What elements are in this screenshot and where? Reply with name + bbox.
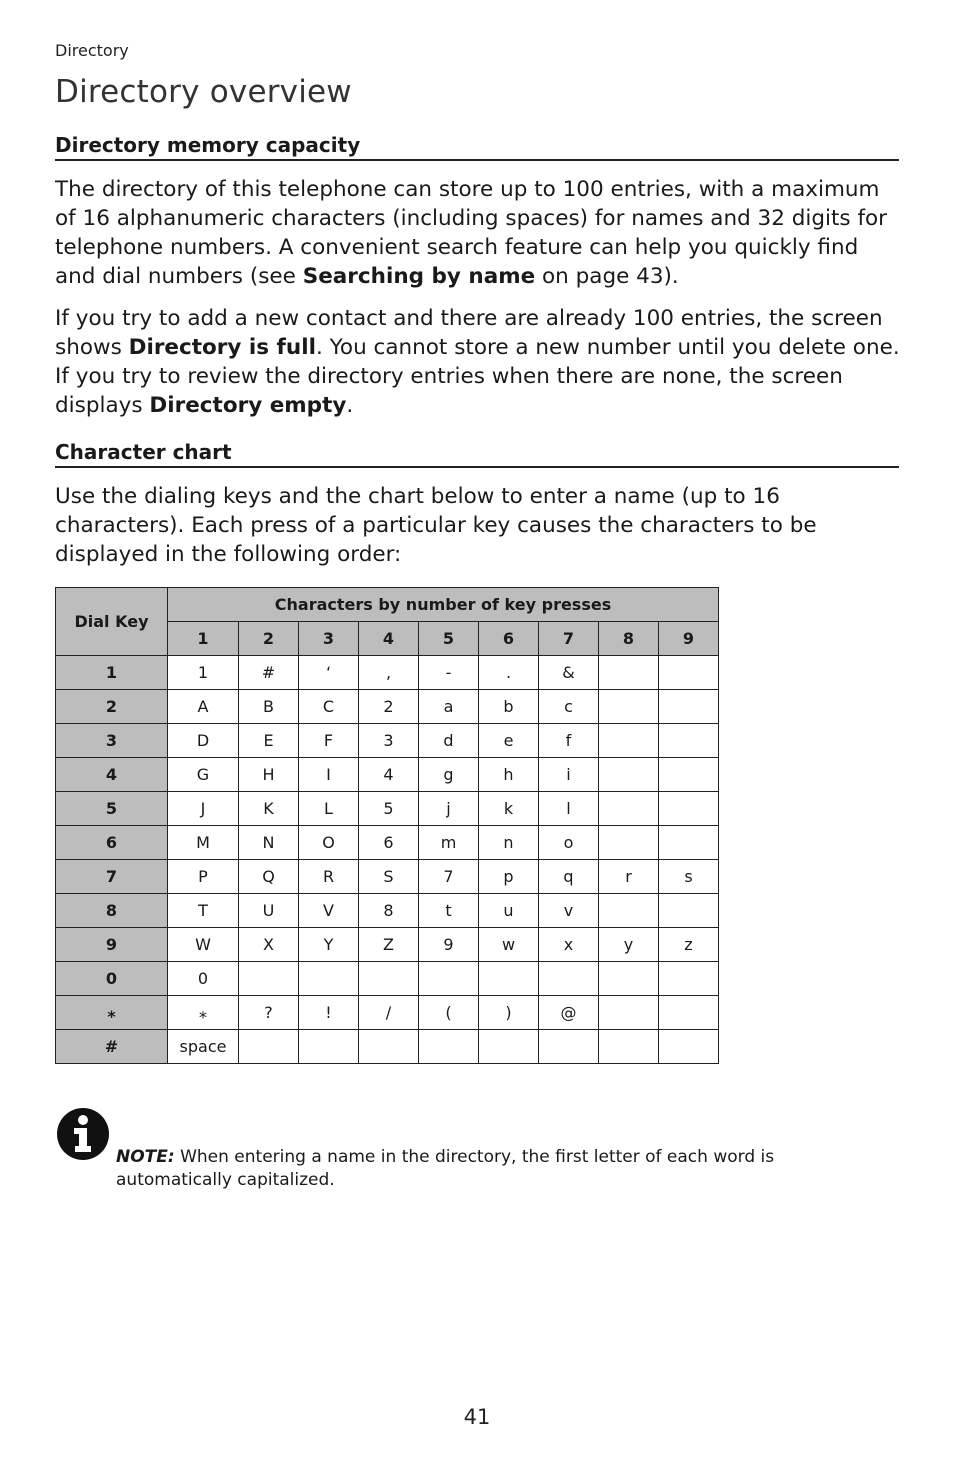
character-cell: p: [479, 860, 539, 894]
press-count-header: 6: [479, 622, 539, 656]
text-run: If you try to add a new contact and there are already 100 entries, the screen shows: [55, 306, 883, 360]
character-cell: V: [299, 894, 359, 928]
character-cell: [659, 758, 719, 792]
table-row: [56, 724, 719, 758]
table-row: [56, 928, 719, 962]
character-cell: [479, 1030, 539, 1064]
character-cell: D: [168, 724, 239, 758]
press-count-header: 7: [539, 622, 599, 656]
character-chart-table: [55, 587, 719, 1064]
dial-key-cell: 5: [56, 792, 168, 826]
dial-key-cell: 8: [56, 894, 168, 928]
character-cell: [659, 1030, 719, 1064]
memory-paragraph-2: [55, 304, 903, 420]
character-cell: [419, 962, 479, 996]
character-cell: m: [419, 826, 479, 860]
note-label: NOTE:: [116, 1147, 175, 1167]
character-cell: #: [239, 656, 299, 690]
table-row: [56, 758, 719, 792]
character-cell: [299, 1030, 359, 1064]
section-label: Directory: [55, 41, 129, 60]
character-cell: b: [479, 690, 539, 724]
dial-key-cell: 1: [56, 656, 168, 690]
table-row: [56, 690, 719, 724]
character-cell: u: [479, 894, 539, 928]
character-cell: R: [299, 860, 359, 894]
character-cell: ‘: [299, 656, 359, 690]
press-count-header: 5: [419, 622, 479, 656]
character-cell: J: [168, 792, 239, 826]
character-cell: [539, 962, 599, 996]
character-cell: .: [479, 656, 539, 690]
table-row: [56, 860, 719, 894]
character-cell: [599, 962, 659, 996]
character-cell: ,: [359, 656, 419, 690]
character-cell: [599, 894, 659, 928]
character-cell: g: [419, 758, 479, 792]
character-cell: [599, 792, 659, 826]
character-cell: [599, 656, 659, 690]
character-cell: G: [168, 758, 239, 792]
character-cell: [359, 1030, 419, 1064]
character-cell: ?: [239, 996, 299, 1030]
press-count-header: 1: [168, 622, 239, 656]
character-cell: 2: [359, 690, 419, 724]
character-cell: 9: [419, 928, 479, 962]
character-cell: [659, 724, 719, 758]
character-cell: f: [539, 724, 599, 758]
character-cell: [419, 1030, 479, 1064]
character-cell: [359, 962, 419, 996]
character-cell: [659, 962, 719, 996]
character-cell: i: [539, 758, 599, 792]
character-cell: v: [539, 894, 599, 928]
character-cell: H: [239, 758, 299, 792]
character-cell: U: [239, 894, 299, 928]
character-cell: d: [419, 724, 479, 758]
character-cell: [659, 656, 719, 690]
character-cell: x: [539, 928, 599, 962]
character-cell: !: [299, 996, 359, 1030]
table-row: [56, 792, 719, 826]
character-cell: s: [659, 860, 719, 894]
character-cell: Y: [299, 928, 359, 962]
character-cell: S: [359, 860, 419, 894]
table-row: [56, 656, 719, 690]
character-cell: 6: [359, 826, 419, 860]
character-cell: 1: [168, 656, 239, 690]
character-cell: o: [539, 826, 599, 860]
page-number: 41: [463, 1405, 491, 1429]
character-cell: 3: [359, 724, 419, 758]
table-row: [56, 962, 719, 996]
character-cell: ): [479, 996, 539, 1030]
character-cell: I: [299, 758, 359, 792]
info-icon: [55, 1106, 111, 1162]
dial-key-cell: 3: [56, 724, 168, 758]
character-cell: [599, 690, 659, 724]
character-cell: n: [479, 826, 539, 860]
character-cell: Q: [239, 860, 299, 894]
character-cell: [299, 962, 359, 996]
character-cell: C: [299, 690, 359, 724]
character-cell: F: [299, 724, 359, 758]
character-cell: 5: [359, 792, 419, 826]
character-cell: [239, 1030, 299, 1064]
memory-heading: Directory memory capacity: [55, 133, 899, 161]
chart-body: [56, 656, 719, 1064]
character-cell: y: [599, 928, 659, 962]
character-cell: O: [299, 826, 359, 860]
character-cell: a: [419, 690, 479, 724]
character-cell: -: [419, 656, 479, 690]
table-row: [56, 894, 719, 928]
character-cell: B: [239, 690, 299, 724]
dial-key-cell: ⁎: [56, 996, 168, 1030]
character-cell: [479, 962, 539, 996]
character-cell: T: [168, 894, 239, 928]
character-cell: [659, 826, 719, 860]
character-cell: q: [539, 860, 599, 894]
dial-key-cell: #: [56, 1030, 168, 1064]
character-cell: @: [539, 996, 599, 1030]
table-row: [56, 1030, 719, 1064]
character-cell: &: [539, 656, 599, 690]
character-cell: [239, 962, 299, 996]
dial-key-cell: 2: [56, 690, 168, 724]
dial-key-cell: 9: [56, 928, 168, 962]
text-run: on page 43).: [535, 264, 679, 289]
character-cell: M: [168, 826, 239, 860]
table-row: [56, 996, 719, 1030]
character-cell: P: [168, 860, 239, 894]
press-count-header: 3: [299, 622, 359, 656]
searching-by-name-ref: Searching by name: [302, 264, 536, 289]
text-run: .: [346, 393, 354, 418]
character-cell: c: [539, 690, 599, 724]
directory-full-label: Directory is full: [128, 335, 316, 360]
character-cell: E: [239, 724, 299, 758]
character-cell: 0: [168, 962, 239, 996]
character-cell: A: [168, 690, 239, 724]
character-cell: /: [359, 996, 419, 1030]
character-cell: [599, 996, 659, 1030]
character-cell: e: [479, 724, 539, 758]
character-cell: h: [479, 758, 539, 792]
text-run: . You cannot store a new number until you delete one. If you try to review the directory entries when there are none, the screen displays: [55, 335, 900, 418]
character-cell: [659, 690, 719, 724]
character-cell: [599, 1030, 659, 1064]
character-chart-heading: Character chart: [55, 440, 899, 468]
character-cell: (: [419, 996, 479, 1030]
character-cell: [659, 996, 719, 1030]
page-title: Directory overview: [55, 74, 352, 110]
character-cell: [659, 894, 719, 928]
character-cell: 8: [359, 894, 419, 928]
character-cell: [659, 792, 719, 826]
character-cell: [599, 758, 659, 792]
character-cell: t: [419, 894, 479, 928]
character-cell: z: [659, 928, 719, 962]
dial-key-cell: 7: [56, 860, 168, 894]
character-cell: r: [599, 860, 659, 894]
character-cell: W: [168, 928, 239, 962]
character-cell: K: [239, 792, 299, 826]
memory-paragraph-1: [55, 175, 903, 291]
character-cell: [539, 1030, 599, 1064]
character-chart-intro: Use the dialing keys and the chart below to enter a name (up to 16 characters). Each press of a particular key causes the characters to be displayed in the following order:: [55, 484, 817, 567]
character-cell: ⁎: [168, 996, 239, 1030]
press-count-header: 8: [599, 622, 659, 656]
dial-key-cell: 6: [56, 826, 168, 860]
press-count-header: 2: [239, 622, 299, 656]
table-row: [56, 826, 719, 860]
press-count-header: 4: [359, 622, 419, 656]
character-cell: 4: [359, 758, 419, 792]
directory-empty-label: Directory empty: [149, 393, 347, 418]
character-cell: space: [168, 1030, 239, 1064]
press-count-header: 9: [659, 622, 719, 656]
character-cell: X: [239, 928, 299, 962]
character-cell: [599, 826, 659, 860]
character-cell: Z: [359, 928, 419, 962]
dial-key-header: Dial Key: [56, 588, 168, 656]
character-cell: 7: [419, 860, 479, 894]
note-text: [116, 1146, 836, 1192]
character-cell: w: [479, 928, 539, 962]
character-cell: l: [539, 792, 599, 826]
character-cell: j: [419, 792, 479, 826]
dial-key-cell: 4: [56, 758, 168, 792]
character-cell: N: [239, 826, 299, 860]
character-cell: [599, 724, 659, 758]
character-cell: L: [299, 792, 359, 826]
key-presses-header: Characters by number of key presses: [168, 588, 719, 622]
dial-key-cell: 0: [56, 962, 168, 996]
text-run: The directory of this telephone can store up to 100 entries, with a maximum of 16 alphanumeric characters (including spaces) for names and 32 digits for telephone numbers. A convenient search feature can help you quickly find and dial numbers (see: [55, 177, 888, 289]
note-body: When entering a name in the directory, the first letter of each word is automatically capitalized.: [116, 1147, 775, 1190]
character-cell: k: [479, 792, 539, 826]
